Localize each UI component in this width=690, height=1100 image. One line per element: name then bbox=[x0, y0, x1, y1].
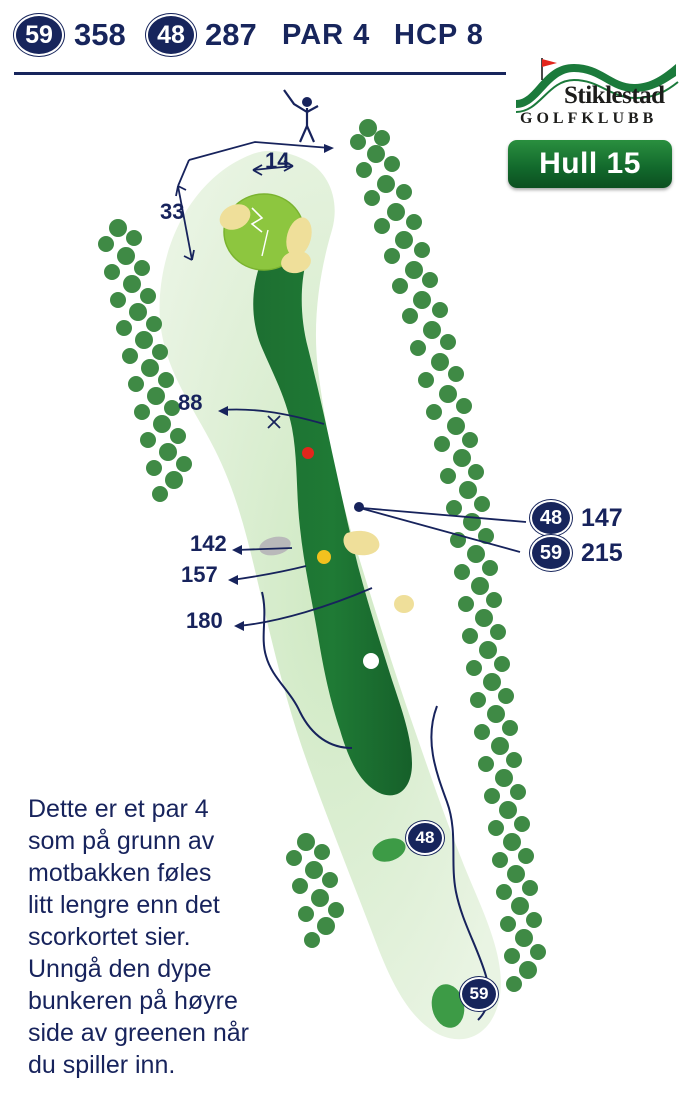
logo-club-subtitle: GOLFKLUBB bbox=[520, 110, 658, 127]
green-width-label: 14 bbox=[265, 148, 290, 173]
hole-description-line-3: motbakken føles bbox=[28, 859, 212, 887]
logo-flag-icon bbox=[536, 56, 562, 82]
course-badge-48: 48 bbox=[406, 821, 444, 855]
side-marker-59 bbox=[530, 535, 623, 571]
hole-description-line-5: scorkortet sier. bbox=[28, 923, 191, 951]
hole-description-line-8: side av greenen når bbox=[28, 1019, 249, 1047]
white-marker bbox=[363, 653, 379, 669]
header-tee-badge-blue-label: 59 bbox=[25, 20, 53, 49]
logo-club-name: Stiklestad bbox=[564, 82, 665, 109]
distance-157-label: 157 bbox=[181, 562, 218, 587]
side-marker-48-tee: 48 bbox=[530, 500, 572, 536]
hole-description-line-1: Dette er et par 4 bbox=[28, 795, 209, 823]
distance-88-label: 88 bbox=[178, 390, 203, 415]
header-distance-blue: 358 bbox=[74, 17, 126, 52]
side-marker-59-value: 215 bbox=[581, 538, 623, 567]
side-marker-48 bbox=[530, 500, 623, 536]
header-divider bbox=[14, 72, 506, 75]
header-tee-badge-white bbox=[146, 14, 196, 56]
red-marker bbox=[302, 447, 314, 459]
golfer-icon bbox=[284, 90, 318, 142]
header-tee-badge-blue bbox=[14, 14, 64, 56]
green-depth-label: 33 bbox=[160, 199, 185, 224]
hole-number-label: Hull 15 bbox=[539, 147, 641, 180]
distance-180-label: 180 bbox=[186, 608, 223, 633]
hole-description-line-6: Unngå den dype bbox=[28, 955, 212, 983]
side-marker-59-tee: 59 bbox=[530, 535, 572, 571]
aim-point bbox=[354, 502, 364, 512]
distance-142-label: 142 bbox=[190, 531, 227, 556]
hole-description-line-9: du spiller inn. bbox=[28, 1051, 176, 1079]
tree-cluster-lower-left bbox=[286, 833, 344, 948]
header-tee-badge-white-label: 48 bbox=[157, 20, 185, 49]
header-distance-white: 287 bbox=[205, 17, 257, 52]
course-badge-59: 59 bbox=[460, 977, 498, 1011]
hole-description-line-2: som på grunn av bbox=[28, 827, 215, 855]
hole-description bbox=[28, 793, 290, 1081]
hole-description-line-7: bunkeren på høyre bbox=[28, 987, 238, 1015]
side-marker-48-value: 147 bbox=[581, 503, 623, 532]
header-par: PAR 4 bbox=[282, 19, 371, 51]
header-hcp: HCP 8 bbox=[394, 19, 484, 51]
hole-description-line-4: litt lengre enn det bbox=[28, 891, 220, 919]
yellow-marker bbox=[317, 550, 331, 564]
